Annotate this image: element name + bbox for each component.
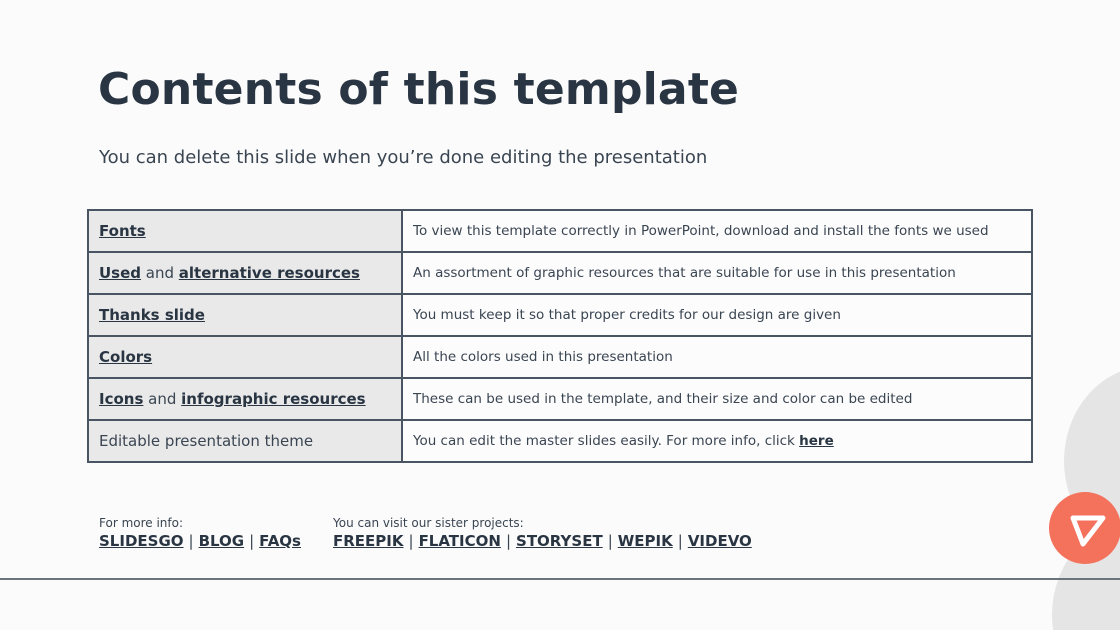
link-separator: |	[249, 532, 255, 550]
row-title-cell	[88, 378, 402, 420]
table-row	[88, 294, 1032, 336]
slide-subtitle: You can delete this slide when you’re done editing the presentation	[99, 147, 708, 168]
here-link[interactable]: here	[799, 433, 834, 449]
row-title-link[interactable]: Thanks slide	[99, 306, 205, 324]
footer-more-info	[99, 516, 301, 550]
row-title-link[interactable]: Fonts	[99, 222, 146, 240]
more-info-label: For more info:	[99, 516, 184, 530]
sister-projects-label: You can visit our sister projects:	[333, 516, 524, 530]
link-separator: |	[677, 532, 683, 550]
slide-title: Contents of this template	[98, 64, 740, 115]
row-title-cell	[88, 252, 402, 294]
row-description: You can edit the master slides easily. For more info, click	[413, 433, 800, 449]
row-description-cell	[402, 378, 1032, 420]
row-title-link[interactable]: Used	[99, 264, 142, 282]
row-title-link[interactable]: alternative resources	[178, 264, 360, 282]
row-description: To view this template correctly in PowerPoint, download and install the fonts we used	[413, 223, 989, 239]
row-description: An assortment of graphic resources that are suitable for use in this presentation	[413, 265, 956, 281]
link-separator: |	[505, 532, 512, 550]
footer-link-storyset[interactable]: STORYSET	[516, 532, 603, 550]
table-row	[88, 336, 1032, 378]
footer-link-slidesgo[interactable]: SLIDESGO	[99, 532, 184, 550]
table-row	[88, 252, 1032, 294]
row-title-cell	[88, 336, 402, 378]
row-title-cell	[88, 294, 402, 336]
contents-table	[87, 209, 1033, 463]
footer-sister-projects	[333, 516, 752, 550]
row-title-text: and	[141, 264, 179, 282]
footer-link-freepik[interactable]: FREEPIK	[333, 532, 404, 550]
row-title-link[interactable]: Icons	[99, 390, 144, 408]
row-title-link[interactable]: Colors	[99, 348, 153, 366]
footer-link-flaticon[interactable]: FLATICON	[418, 532, 501, 550]
row-description: All the colors used in this presentation	[413, 349, 673, 365]
link-separator: |	[408, 532, 414, 550]
row-description-cell	[402, 336, 1032, 378]
row-description-cell	[402, 210, 1032, 252]
table-row	[88, 420, 1032, 462]
contents-table-body	[88, 210, 1032, 462]
footer-link-videvo[interactable]: VIDEVO	[687, 532, 752, 550]
row-description-cell	[402, 294, 1032, 336]
row-description-cell	[402, 420, 1032, 462]
badge-circle	[1049, 492, 1120, 564]
table-row	[88, 378, 1032, 420]
footer-divider	[0, 578, 1120, 580]
link-separator: |	[188, 532, 194, 550]
row-title-text: Editable presentation theme	[99, 432, 314, 450]
play-triangle-icon	[1049, 492, 1120, 564]
row-description: You must keep it so that proper credits for our design are given	[413, 307, 841, 323]
more-info-links	[99, 532, 301, 550]
row-title-cell	[88, 210, 402, 252]
sister-project-links	[333, 532, 752, 550]
row-description: These can be used in the template, and their size and color can be edited	[413, 391, 913, 407]
footer-link-faqs[interactable]: FAQs	[259, 532, 301, 550]
row-title-cell	[88, 420, 402, 462]
row-title-link[interactable]: infographic resources	[181, 390, 366, 408]
row-description-cell	[402, 252, 1032, 294]
footer-link-wepik[interactable]: WEPIK	[617, 532, 673, 550]
table-row	[88, 210, 1032, 252]
footer-link-blog[interactable]: BLOG	[198, 532, 245, 550]
row-title-text: and	[143, 390, 182, 408]
link-separator: |	[607, 532, 613, 550]
